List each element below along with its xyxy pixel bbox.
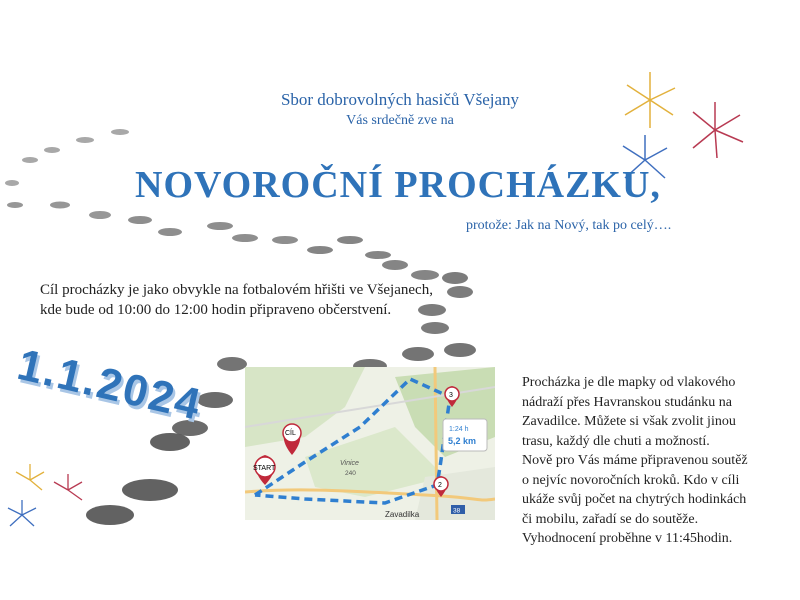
event-subtitle: protože: Jak na Nový, tak po celý…. (466, 218, 672, 233)
goal-line: kde bude od 10:00 do 12:00 hodin připraveno občerstvení. (40, 302, 392, 318)
route-map (245, 367, 495, 520)
event-title: NOVOROČNÍ PROCHÁZKU, (135, 164, 661, 206)
route-info-box (443, 419, 487, 451)
svg-text:2: 2 (438, 482, 442, 489)
info-line: ukáže svůj počet na chytrých hodinkách (522, 492, 747, 507)
goal-line: Cíl procházky je jako obvykle na fotbalovém hřišti ve Všejanech, (40, 282, 433, 298)
route-duration: 1:24 h (449, 426, 469, 433)
place-vinice: Vinice (340, 460, 359, 467)
info-line: Procházka je dle mapky od vlakového (522, 375, 736, 390)
fireworks-bottom-left (0, 460, 95, 540)
route-distance: 5,2 km (448, 436, 477, 446)
organization-name: Sbor dobrovolných hasičů Všejany (280, 90, 520, 109)
road-number: 38 (453, 507, 461, 515)
invitation-line: Vás srdečně zve na (346, 113, 454, 128)
info-line: Vyhodnocení proběhne v 11:45hodin. (522, 531, 733, 546)
marker-finish-label: CÍL (285, 430, 296, 437)
info-line: Zavadilce. Můžete si však zvolit jinou (522, 414, 736, 429)
info-line: nádraží přes Havranskou studánku na (522, 394, 732, 410)
place-zavadilka: Zavadilka (385, 510, 420, 519)
elevation-label: 240 (345, 470, 356, 477)
event-date: 1.1.2024 (12, 340, 207, 430)
svg-text:3: 3 (449, 392, 453, 399)
info-line: Nově pro Vás máme připravenou soutěž (522, 453, 748, 468)
marker-start-label: START (253, 465, 276, 472)
info-line: trasu, každý dle chuti a možností. (522, 433, 710, 449)
info-line: o nejvíc novoročních kroků. Kdo v cíli (522, 472, 740, 488)
info-paragraph (522, 373, 772, 549)
goal-paragraph (40, 280, 460, 320)
info-line: či mobilu, zařadí se do soutěže. (522, 511, 699, 527)
